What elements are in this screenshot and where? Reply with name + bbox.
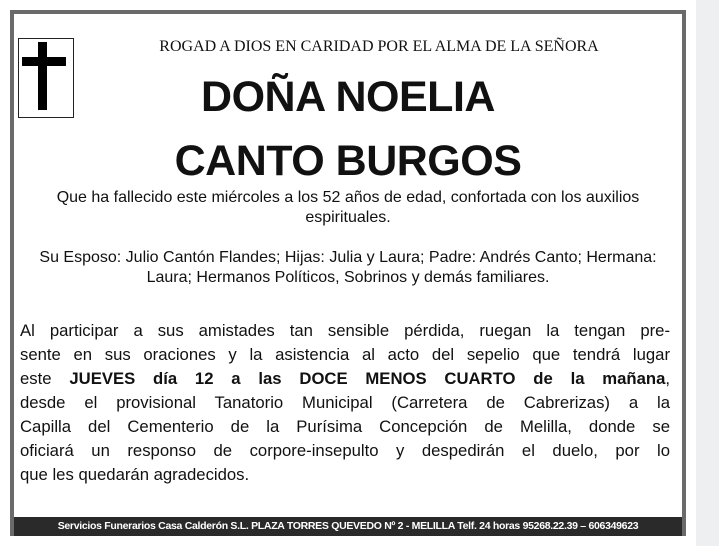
- body-line: sente en sus oraciones y la asistencia al acto del sepelio que tendrá lugar: [20, 345, 670, 364]
- body-line: desde el provisional Tanatorio Municipal (Carretera de Cabrerizas) a la: [20, 393, 670, 412]
- funeral-home-footer: Servicios Funerarios Casa Calderón S.L. PLAZA TORRES QUEVEDO Nº 2 - MELILLA Telf. 24 horas 95268.22.39 – 606349623: [14, 517, 682, 536]
- deceased-name-line2: CANTO BURGOS: [174, 137, 522, 185]
- obituary-card: [10, 10, 686, 536]
- family-text: Su Esposo: Julio Cantón Flandes; Hijas: Julia y Laura; Padre: Andrés Canto; Hermana: Laura; Hermanos Políticos, Sobrinos y demás familiares.: [39, 249, 657, 286]
- body-line: Al participar a sus amistades tan sensible pérdida, ruegan la tengan pre-: [20, 321, 670, 340]
- funeral-details-text: [20, 319, 670, 487]
- cross-horizontal-bar: [22, 57, 66, 66]
- funeral-time-bold: JUEVES día 12 a las DOCE MENOS CUARTO de la mañana: [69, 369, 666, 388]
- body-line: oficiará un responso de corpore-insepulto y despedirán el duelo, por lo: [20, 441, 670, 460]
- intro-text: ROGAD A DIOS EN CARIDAD POR EL ALMA DE LA SEÑORA: [159, 38, 599, 55]
- body-line: este JUEVES día 12 a las DOCE MENOS CUARTO de la mañana,: [20, 369, 670, 388]
- background-strip: [696, 0, 719, 546]
- body-line: Capilla del Cementerio de la Purísima Concepción de Melilla, donde se: [20, 417, 670, 436]
- deceased-info-text: Que ha fallecido este miércoles a los 52 años de edad, confortada con los auxilios espirituales.: [56, 189, 640, 226]
- body-line: que les quedarán agradecidos.: [20, 465, 250, 484]
- deceased-name-line1: DOÑA NOELIA: [201, 73, 495, 121]
